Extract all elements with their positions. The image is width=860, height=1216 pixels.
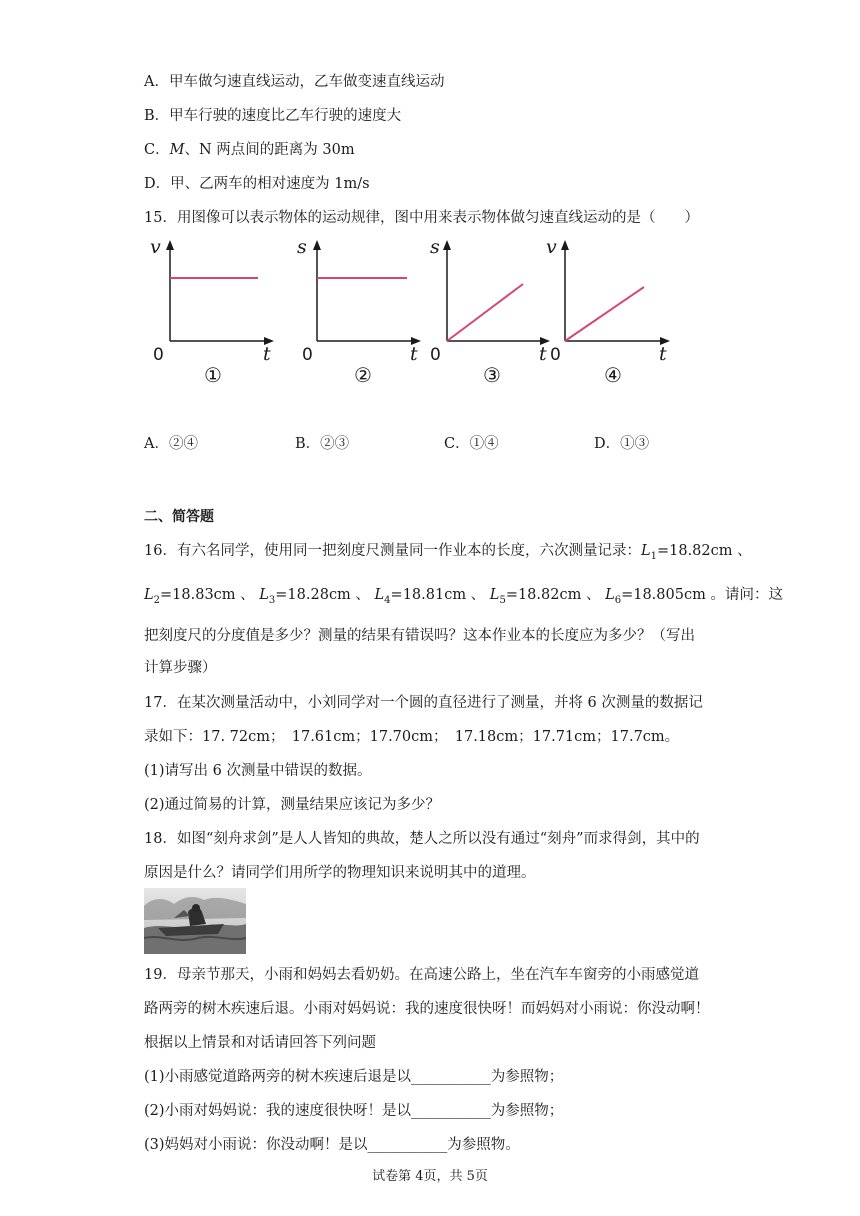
q18-line-1: 18．如图“刻舟求剑”是人人皆知的典故，楚人之所以没有通过“刻舟”而求得剑，其中的 [144,831,700,847]
graph-4 [546,236,670,386]
q17-sub-1: (1)请写出 6 次测量中错误的数据。 [144,763,372,779]
q19-sub-1: (1)小雨感觉道路两旁的树木疾速后退是以___________为参照物； [144,1069,564,1085]
svg-text:t: t [263,343,271,365]
graph-4-line [565,287,644,341]
q16-line-4: 计算步骤） [144,660,217,676]
q18-line-2: 原因是什么？请同学们用所学的物理知识来说明其中的道理。 [144,865,536,881]
svg-text:s: s [430,236,440,258]
svg-text:t: t [539,343,547,365]
q15-option-d: D．①③ [594,436,650,452]
q15-option-a: A．②④ [144,436,198,452]
q17-sub-2: (2)通过简易的计算，测量结果应该记为多少？ [144,797,441,813]
svg-text:t: t [659,343,667,365]
page-footer: 试卷第 4页，共 5页 [372,1169,488,1184]
svg-text:v: v [150,236,161,258]
svg-text:0: 0 [430,345,441,365]
q19-sub-3: (3)妈妈对小雨说：你没动啊！是以___________为参照物。 [144,1137,520,1153]
svg-text:④: ④ [604,363,622,387]
boat-sword-illustration [144,888,246,954]
q17-line-1: 17．在某次测量活动中，小刘同学对一个圆的直径进行了测量，并将 6 次测量的数据记 [144,695,703,711]
q17-line-2: 录如下：17. 72cm； 17.61cm；17.70cm； 17.18cm；17.71cm；17.7cm。 [144,729,680,745]
q16-line-2: $L_2=18.83cm$ 、 $L_3=18.28cm$ 、 $L_4=18.81cm$ 、 $L_5=18.82cm$ 、 $L_6=18.805cm$ 。请问：这 [144,587,783,606]
q14-option-b: B．甲车行驶的速度比乙车行驶的速度大 [144,108,402,124]
svg-text:t: t [410,343,418,365]
q19-sub-2: (2)小雨对妈妈说：我的速度很快呀！是以___________为参照物； [144,1103,564,1119]
svg-text:①: ① [204,363,222,387]
q14-option-c: C．M、N 两点间的距离为 30m [144,142,355,158]
section-title: 二、简答题 [144,509,214,525]
q15-stem: 15．用图像可以表示物体的运动规律，图中用来表示物体做匀速直线运动的是（ ） [144,210,699,226]
q19-line-2: 路两旁的树木疾速后退。小雨对妈妈说：我的速度很快呀！而妈妈对小雨说：你没动啊！ [144,1001,710,1017]
q15-option-b: B．②③ [295,436,350,452]
svg-text:0: 0 [153,345,164,365]
svg-text:③: ③ [483,363,501,387]
q16-line-1: 16．有六名同学，使用同一把刻度尺测量同一作业本的长度，六次测量记录：$L_1=18.82cm$ 、 [144,543,752,562]
q14-option-a: A．甲车做匀速直线运动，乙车做变速直线运动 [144,74,445,90]
q14-option-d: D．甲、乙两车的相对速度为 1m/s [144,176,370,192]
q15-option-c: C．①④ [444,436,499,452]
graph-3 [428,236,552,386]
svg-text:s: s [297,236,307,258]
q19-line-3: 根据以上情景和对话请回答下列问题 [144,1035,376,1051]
graph-3-line [447,284,523,341]
q19-line-1: 19．母亲节那天，小雨和妈妈去看奶奶。在高速公路上，坐在汽车车窗旁的小雨感觉道 [144,967,699,983]
svg-text:0: 0 [550,345,561,365]
graph-2 [297,236,421,386]
q16-line-3: 把刻度尺的分度值是多少？测量的结果有错误吗？这本作业本的长度应为多少？（写出 [144,628,695,644]
svg-text:0: 0 [302,345,313,365]
svg-text:②: ② [354,363,372,387]
svg-text:v: v [546,236,557,258]
graph-1 [150,236,274,386]
